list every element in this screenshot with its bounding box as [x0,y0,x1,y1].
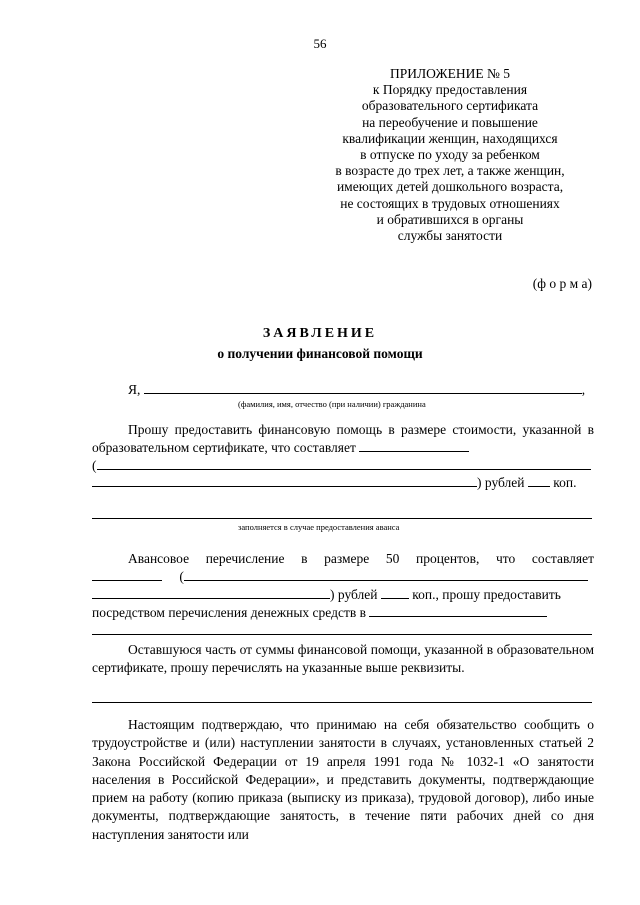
annex-line: и обратившихся в органы [376,211,524,227]
statement-title: ЗАЯВЛЕНИЕ [262,326,378,341]
advance-bank-line [92,634,592,635]
advance-amount-words-field[interactable] [184,568,588,581]
annex-line: не состоящих в трудовых отношениях [340,195,560,211]
request-kop-field[interactable] [528,474,550,487]
request-rub-line [92,474,594,492]
request-text: Прошу предоставить финансовую помощь в размере стоимости, указанной в образовательном сертификате, что составляет [92,422,594,456]
advance-transfer-label: посредством перечисления денежных средств в [92,605,366,620]
applicant-name-field[interactable] [144,381,582,394]
form-label: (ф о р м а) [532,276,592,291]
applicant-prefix: Я, [128,382,141,397]
annex-line: в отпуске по уходу за ребенком [360,147,540,163]
remaining-divider [92,702,592,703]
annex-line: к Порядку предоставления [372,82,528,98]
applicant-suffix: , [581,382,586,397]
annex-block [300,66,600,244]
page-number: 56 [313,36,327,51]
applicant-caption: (фамилия, имя, отчество (при наличии) гражданина [238,399,426,409]
advance-amount-words-field-2[interactable] [92,586,330,599]
applicant-line [92,381,594,399]
request-paren-line: ( [92,457,594,475]
confirmation-text: Настоящим подтверждаю, что принимаю на себя обязательство сообщить о трудоустройстве и (или) наступлении занятости в случаях, установленных статьей 2 Закона Российской Федерации от 19 апреля 1991 года № 1032-1 «О занятости населения в Российской Федерации», и представить документы, подтверждающие прием на работу (копию приказа (выписку из приказа), трудовой договор), либо иные документы, подтверждающие занятость, в течение пяти рабочих дней со дня наступления занятости или [92,717,594,842]
advance-kop-request: коп., прошу предоставить [412,587,561,602]
request-amount-field[interactable] [359,439,469,452]
advance-rub-line [92,586,594,604]
advance-transfer-line [92,604,594,622]
request-rub-label: ) рублей [477,475,525,490]
advance-amount-line: ( [92,568,594,586]
request-amount-words-field-2[interactable] [92,474,477,487]
advance-rub-label: ) рублей [330,587,378,602]
annex-line: образовательного сертификата [361,98,539,114]
advance-caption: заполняется в случае предоставления аванса [238,522,400,532]
advance-bank-field[interactable] [369,604,547,617]
statement-subtitle: о получении финансовой помощи [217,346,423,361]
request-kop-label: коп. [553,475,577,490]
advance-text: Авансовое перечисление в размере 50 процентов, что составляет [128,551,594,566]
annex-title: ПРИЛОЖЕНИЕ № 5 [389,66,511,81]
annex-line: на переобучение и повышение [362,114,538,130]
annex-line: в возрасте до трех лет, а также женщин, [335,163,565,179]
remaining-text: Оставшуюся часть от суммы финансовой помощи, указанной в образовательном сертификате, прошу перечислять на указанные выше реквизиты. [92,642,594,676]
advance-divider [92,518,592,519]
request-amount-words-field[interactable] [97,457,591,470]
advance-amount-field[interactable] [92,568,162,581]
annex-line: службы занятости [397,228,503,244]
advance-kop-field[interactable] [381,586,409,599]
annex-line: имеющих детей дошкольного возраста, [336,179,564,195]
annex-line: квалификации женщин, находящихся [342,130,558,146]
